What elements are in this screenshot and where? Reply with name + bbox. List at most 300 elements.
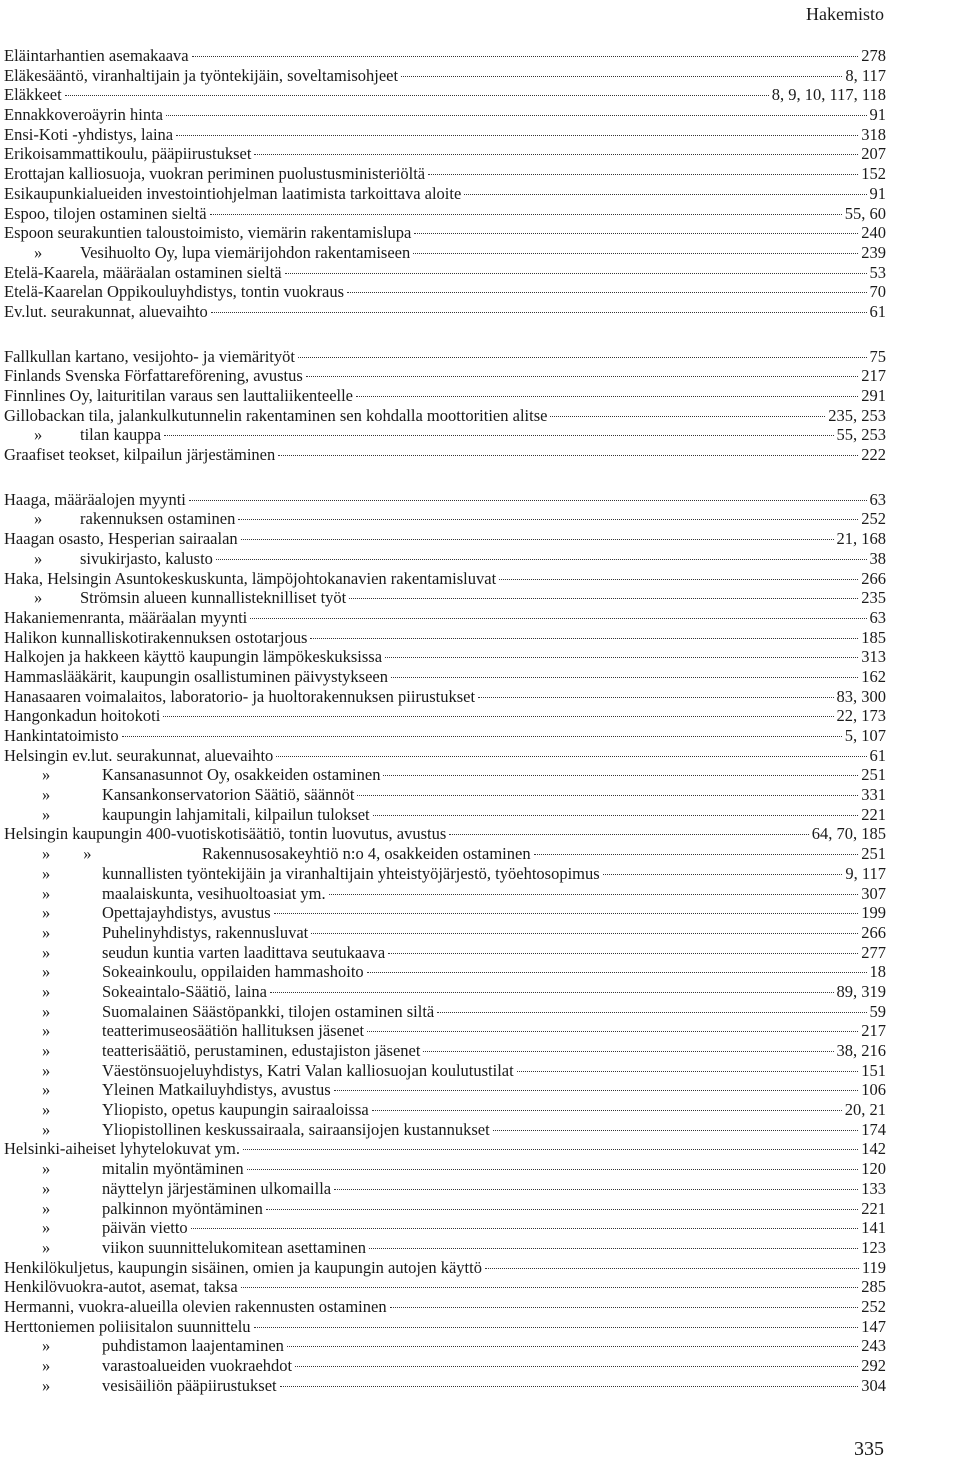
ditto-mark: » — [42, 804, 51, 824]
entry-pages: 63 — [869, 607, 886, 627]
ditto-mark: » — [42, 1356, 51, 1375]
index-entry — [4, 765, 886, 785]
dot-leader — [191, 1228, 859, 1229]
entry-pages: 91 — [869, 183, 886, 203]
ditto-mark: » » — [42, 844, 92, 864]
entry-pages: 318 — [861, 124, 886, 144]
index-entry — [4, 204, 886, 224]
entry-pages: 119 — [861, 1257, 886, 1277]
entry-term: Hangonkadun hoitokoti — [4, 706, 161, 726]
entry-term: Henkilövuokra-autot, asemat, taksa — [4, 1277, 238, 1297]
entry-term: Halikon kunnalliskotirakennuksen ostotarjous — [4, 627, 308, 647]
index-group — [4, 347, 886, 465]
entry-term: Ev.lut. seurakunnat, aluevaihto — [4, 301, 208, 321]
dot-leader — [347, 292, 866, 293]
entry-term: Yliopistollinen keskussairaala, sairaansijojen kustannukset — [102, 1119, 490, 1139]
entry-pages: 70 — [869, 282, 886, 302]
dot-leader — [413, 253, 858, 254]
entry-pages: 106 — [861, 1080, 886, 1100]
entry-pages: 199 — [861, 903, 886, 923]
dot-leader — [349, 598, 858, 599]
ditto-mark: » — [42, 903, 51, 923]
ditto-mark: » — [34, 588, 43, 608]
entry-term: Erikoisammattikoulu, pääpiirustukset — [4, 144, 252, 164]
entry-term: Henkilökuljetus, kaupungin sisäinen, omien ja kaupungin autojen käyttö — [4, 1257, 482, 1277]
ditto-mark: » — [42, 1198, 51, 1218]
index-group — [4, 46, 886, 322]
entry-pages: 120 — [861, 1159, 886, 1179]
dot-leader — [122, 736, 842, 737]
index-entry — [4, 1238, 886, 1258]
entry-term: Opettajayhdistys, avustus — [102, 903, 271, 923]
index-entry — [4, 588, 886, 608]
dot-leader — [329, 894, 859, 895]
dot-leader — [356, 396, 858, 397]
index-entry — [4, 1041, 886, 1061]
entry-pages: 217 — [861, 1021, 886, 1041]
entry-term: mitalin myöntäminen — [102, 1159, 244, 1179]
index-entry — [4, 1100, 886, 1120]
dot-leader — [334, 1189, 858, 1190]
entry-pages: 251 — [861, 765, 886, 785]
dot-leader — [372, 1110, 842, 1111]
page-number: 335 — [854, 1438, 884, 1460]
entry-term: Hakaniemenranta, määräalan myynti — [4, 607, 248, 627]
entry-pages: 243 — [861, 1336, 886, 1356]
entry-term: palkinnon myöntäminen — [102, 1198, 263, 1218]
entry-pages: 123 — [861, 1237, 886, 1257]
entry-pages: 240 — [861, 223, 886, 243]
dot-leader — [534, 854, 859, 855]
index-entry — [4, 164, 886, 184]
dot-leader — [478, 697, 833, 698]
index-entry — [4, 706, 886, 726]
index-entry — [4, 46, 886, 66]
dot-leader — [250, 618, 866, 619]
ditto-mark: » — [42, 1001, 51, 1021]
entry-pages: 22, 173 — [836, 706, 886, 726]
entry-term: puhdistamon laajentaminen — [102, 1336, 284, 1356]
index-entry — [4, 529, 886, 549]
entry-term: Ennakkoveroäyrin hinta — [4, 105, 163, 125]
index-entry — [4, 386, 886, 406]
entry-pages: 20, 21 — [844, 1100, 886, 1120]
ditto-mark: » — [42, 1080, 51, 1100]
entry-term: varastoalueiden vuokraehdot — [102, 1356, 293, 1375]
dot-leader — [241, 539, 834, 540]
dot-leader — [388, 953, 858, 954]
index-entry — [4, 647, 886, 667]
entry-pages: 38 — [869, 548, 886, 568]
index-entry — [4, 1277, 886, 1297]
dot-leader — [278, 455, 858, 456]
index-entry — [4, 903, 886, 923]
entry-pages: 252 — [861, 509, 886, 529]
index-entry — [4, 1080, 886, 1100]
dot-leader — [437, 1012, 866, 1013]
running-header: Hakemisto — [806, 4, 884, 24]
entry-term: Vesihuolto Oy, lupa viemärijohdon rakentamiseen — [80, 242, 411, 262]
entry-pages: 235 — [861, 588, 886, 608]
ditto-mark: » — [42, 962, 51, 982]
entry-pages: 285 — [861, 1277, 886, 1297]
index-entry — [4, 824, 886, 844]
entry-term: Väestönsuojeluyhdistys, Katri Valan kalliosuojan koulutustilat — [102, 1060, 514, 1080]
dot-leader — [216, 559, 867, 560]
entry-term: Hammaslääkärit, kaupungin osallistuminen päivystykseen — [4, 666, 389, 686]
entry-pages: 55, 60 — [844, 203, 886, 223]
entry-pages: 239 — [861, 242, 886, 262]
entry-term: Hankintatoimisto — [4, 726, 119, 745]
index-entry — [4, 746, 886, 766]
dot-leader — [464, 194, 866, 195]
entry-term: viikon suunnittelukomitean asettaminen — [102, 1237, 366, 1257]
entry-pages: 291 — [861, 386, 886, 405]
ditto-mark: » — [42, 1218, 51, 1238]
entry-pages: 152 — [861, 164, 886, 184]
entry-term: Sokeainkoulu, oppilaiden hammashoito — [102, 962, 364, 982]
entry-term: kaupungin lahjamitali, kilpailun tulokset — [102, 804, 370, 824]
entry-pages: 162 — [861, 666, 886, 686]
entry-pages: 75 — [869, 346, 886, 366]
ditto-mark: » — [42, 863, 51, 883]
index-entry — [4, 1297, 886, 1317]
entry-pages: 331 — [861, 785, 886, 805]
index-entry — [4, 425, 886, 445]
entry-term: Herttoniemen poliisitalon suunnittelu — [4, 1316, 251, 1336]
ditto-mark: » — [42, 1375, 51, 1395]
index-entry — [4, 1376, 886, 1396]
entry-term: Yliopisto, opetus kaupungin sairaaloissa — [102, 1100, 369, 1120]
ditto-mark: » — [42, 922, 51, 942]
dot-leader — [274, 913, 859, 914]
index-entry — [4, 1179, 886, 1199]
entry-pages: 38, 216 — [836, 1041, 886, 1060]
entry-term: teatterimuseosäätiön hallituksen jäsenet — [102, 1021, 365, 1041]
dot-leader — [550, 416, 825, 417]
dot-leader — [385, 657, 858, 658]
entry-pages: 141 — [861, 1218, 886, 1238]
index-entry — [4, 805, 886, 825]
index-entry — [4, 864, 886, 884]
entry-term: Kansankonservatorion Säätiö, säännöt — [102, 785, 355, 805]
entry-pages: 63 — [869, 489, 886, 509]
entry-pages: 9, 117 — [845, 863, 886, 883]
entry-pages: 266 — [861, 922, 886, 942]
ditto-mark: » — [42, 1021, 51, 1041]
index-entry — [4, 884, 886, 904]
entry-pages: 8, 117 — [845, 65, 886, 85]
index-entry — [4, 844, 886, 864]
entry-pages: 55, 253 — [836, 425, 886, 445]
entry-term: maalaiskunta, vesihuoltoasiat ym. — [102, 883, 326, 903]
ditto-mark: » — [42, 1159, 51, 1179]
index-entry — [4, 1317, 886, 1337]
index-entry — [4, 1061, 886, 1081]
index-entry — [4, 982, 886, 1002]
index-entry — [4, 105, 886, 125]
dot-leader — [428, 174, 858, 175]
dot-leader — [189, 500, 867, 501]
entry-pages: 64, 70, 185 — [811, 824, 886, 844]
dot-leader — [285, 273, 867, 274]
ditto-mark: » — [42, 765, 51, 785]
dot-leader — [298, 357, 867, 358]
entry-term: teatterisäätiö, perustaminen, edustajiston jäsenet — [102, 1041, 421, 1060]
entry-term: näyttelyn järjestäminen ulkomailla — [102, 1178, 332, 1198]
index-entry — [4, 1258, 886, 1278]
entry-pages: 313 — [861, 647, 886, 667]
entry-term: Etelä-Kaarelan Oppikouluyhdistys, tontin vuokraus — [4, 282, 345, 302]
dot-leader — [270, 992, 834, 993]
dot-leader — [449, 834, 808, 835]
entry-pages: 277 — [861, 942, 886, 962]
entry-term: Erottajan kalliosuoja, vuokran periminen puolustusministeriöltä — [4, 164, 426, 184]
entry-pages: 21, 168 — [836, 529, 886, 549]
index-entry — [4, 347, 886, 367]
dot-leader — [164, 435, 833, 436]
entry-pages: 83, 300 — [836, 686, 886, 706]
entry-term: Yleinen Matkailuyhdistys, avustus — [102, 1080, 331, 1100]
entry-term: Kansanasunnot Oy, osakkeiden ostaminen — [102, 765, 381, 785]
dot-leader — [367, 972, 867, 973]
entry-pages: 304 — [861, 1375, 886, 1395]
entry-term: Gillobackan tila, jalankulkutunnelin rakentaminen sen kohdalla moottoritien alitse — [4, 405, 548, 425]
entry-pages: 251 — [861, 844, 886, 864]
entry-pages: 292 — [861, 1356, 886, 1375]
entry-term: Halkojen ja hakkeen käyttö kaupungin lämpökeskuksissa — [4, 647, 383, 667]
entry-term: tilan kauppa — [80, 425, 162, 445]
dot-leader — [357, 795, 858, 796]
index-entry — [4, 223, 886, 243]
index-entry — [4, 569, 886, 589]
entry-pages: 174 — [861, 1119, 886, 1139]
dot-leader — [485, 1268, 859, 1269]
index-entry — [4, 1139, 886, 1159]
entry-pages: 278 — [861, 46, 886, 65]
entry-term: Graafiset teokset, kilpailun järjestäminen — [4, 445, 276, 465]
dot-leader — [166, 115, 867, 116]
entry-pages: 207 — [861, 144, 886, 164]
entry-pages: 252 — [861, 1296, 886, 1316]
entry-pages: 142 — [861, 1139, 886, 1159]
dot-leader — [310, 638, 858, 639]
entry-pages: 53 — [869, 262, 886, 282]
dot-leader — [210, 214, 842, 215]
entry-pages: 18 — [869, 962, 886, 982]
index-entry — [4, 1021, 886, 1041]
entry-term: Helsingin kaupungin 400-vuotiskotisäätiö, tontin luovutus, avustus — [4, 824, 447, 844]
entry-term: Puhelinyhdistys, rakennusluvat — [102, 922, 309, 942]
entry-term: sivukirjasto, kalusto — [80, 548, 213, 568]
entry-pages: 61 — [869, 301, 886, 321]
index-entry — [4, 490, 886, 510]
dot-leader — [603, 874, 843, 875]
ditto-mark: » — [42, 1336, 51, 1356]
ditto-mark: » — [42, 1060, 51, 1080]
entry-pages: 147 — [861, 1316, 886, 1336]
entry-term: seudun kuntia varten laadittava seutukaava — [102, 942, 386, 962]
index-entry — [4, 184, 886, 204]
index-entry — [4, 125, 886, 145]
entry-pages: 221 — [861, 804, 886, 824]
index-entry — [4, 445, 886, 465]
index-entry — [4, 1120, 886, 1140]
dot-leader — [306, 376, 858, 377]
dot-leader — [238, 519, 858, 520]
dot-leader — [247, 1169, 859, 1170]
ditto-mark: » — [34, 425, 43, 445]
index-entry — [4, 608, 886, 628]
dot-leader — [367, 1031, 858, 1032]
entry-term: rakennuksen ostaminen — [80, 509, 236, 529]
dot-leader — [334, 1090, 859, 1091]
ditto-mark: » — [42, 1100, 51, 1120]
dot-leader — [254, 1327, 859, 1328]
dot-leader — [280, 1386, 859, 1387]
entry-pages: 217 — [861, 366, 886, 386]
index-entry — [4, 302, 886, 322]
index-entry — [4, 263, 886, 283]
entry-term: Helsinki-aiheiset lyhytelokuvat ym. — [4, 1139, 240, 1159]
entry-term: Helsingin ev.lut. seurakunnat, aluevaihto — [4, 745, 274, 765]
index-entry — [4, 85, 886, 105]
dot-leader — [423, 1051, 833, 1052]
dot-leader — [65, 95, 769, 96]
entry-pages: 8, 9, 10, 117, 118 — [771, 85, 886, 105]
dot-leader — [517, 1071, 859, 1072]
ditto-mark: » — [42, 942, 51, 962]
dot-leader — [266, 1209, 858, 1210]
ditto-mark: » — [34, 242, 43, 262]
ditto-mark: » — [42, 785, 51, 805]
entry-pages: 5, 107 — [844, 726, 886, 745]
dot-leader — [192, 56, 859, 57]
ditto-mark: » — [42, 1119, 51, 1139]
ditto-mark: » — [34, 509, 43, 529]
dot-leader — [241, 1287, 859, 1288]
dot-leader — [493, 1130, 859, 1131]
index-entry — [4, 923, 886, 943]
dot-leader — [414, 233, 858, 234]
dot-leader — [401, 76, 842, 77]
index-entry — [4, 66, 886, 86]
index-entry — [4, 1002, 886, 1022]
index-entry — [4, 1336, 886, 1356]
dot-leader — [211, 312, 867, 313]
entry-term: Haaga, määräalojen myynti — [4, 489, 186, 509]
index-entry — [4, 667, 886, 687]
index-entry — [4, 1159, 886, 1179]
dot-leader — [287, 1346, 858, 1347]
dot-leader — [254, 154, 858, 155]
entry-term: Haka, Helsingin Asuntokeskuskunta, lämpöjohtokanavien rakentamisluvat — [4, 568, 497, 588]
index-entry — [4, 726, 886, 746]
ditto-mark: » — [42, 1237, 51, 1257]
entry-term: kunnallisten työntekijäin ja viranhaltijain yhteistyöjärjestö, työehtosopimus — [102, 863, 600, 883]
index-entry — [4, 785, 886, 805]
entry-pages: 266 — [861, 568, 886, 588]
entry-term: Espoon seurakuntien taloustoimisto, viemärin rakentamislupa — [4, 223, 412, 243]
dot-leader — [163, 716, 833, 717]
entry-term: päivän vietto — [102, 1218, 188, 1238]
index-entry — [4, 509, 886, 529]
entry-term: Eläkkeet — [4, 85, 62, 105]
entry-term: Finnlines Oy, laituritilan varaus sen lauttaliikenteelle — [4, 386, 354, 405]
dot-leader — [311, 933, 858, 934]
index-entry — [4, 366, 886, 386]
entry-pages: 61 — [869, 745, 886, 765]
index-group — [4, 490, 886, 1396]
index-entry — [4, 687, 886, 707]
index-entry — [4, 1218, 886, 1238]
entry-pages: 185 — [861, 627, 886, 647]
index-entry — [4, 1199, 886, 1219]
entry-term: Hanasaaren voimalaitos, laboratorio- ja huoltorakennuksen piirustukset — [4, 686, 476, 706]
entry-term: Haagan osasto, Hesperian sairaalan — [4, 529, 238, 549]
entry-pages: 133 — [861, 1178, 886, 1198]
entry-term: Esikaupunkialueiden investointiohjelman laatimista tarkoittava aloite — [4, 183, 462, 203]
entry-pages: 91 — [869, 105, 886, 125]
index-entry — [4, 406, 886, 426]
entry-pages: 222 — [861, 445, 886, 465]
entry-term: Eläkesääntö, viranhaltijain ja työntekijäin, soveltamisohjeet — [4, 65, 399, 85]
dot-leader — [369, 1248, 858, 1249]
index-entry — [4, 243, 886, 263]
ditto-mark: » — [34, 548, 43, 568]
entry-pages: 151 — [861, 1060, 886, 1080]
entry-term: Finlands Svenska Författareförening, avustus — [4, 366, 303, 386]
dot-leader — [373, 815, 859, 816]
entry-term: Rakennusosakeyhtiö n:o 4, osakkeiden ostaminen — [202, 844, 531, 864]
index-entry — [4, 943, 886, 963]
ditto-mark: » — [42, 981, 51, 1001]
dot-leader — [499, 579, 858, 580]
entry-term: vesisäiliön pääpiirustukset — [102, 1375, 277, 1395]
entry-pages: 59 — [869, 1001, 886, 1021]
index-entry — [4, 962, 886, 982]
entry-pages: 89, 319 — [836, 981, 886, 1001]
dot-leader — [383, 775, 858, 776]
entry-term: Strömsin alueen kunnallisteknilliset työt — [80, 588, 347, 608]
dot-leader — [176, 135, 858, 136]
entry-pages: 221 — [861, 1198, 886, 1218]
index-entry — [4, 282, 886, 302]
index-entry — [4, 1356, 886, 1376]
entry-term: Ensi-Koti -yhdistys, laina — [4, 124, 174, 144]
dot-leader — [243, 1149, 858, 1150]
entry-term: Espoo, tilojen ostaminen sieltä — [4, 203, 207, 223]
entry-pages: 307 — [861, 883, 886, 903]
dot-leader — [276, 756, 866, 757]
entry-term: Suomalainen Säästöpankki, tilojen ostaminen siltä — [102, 1001, 435, 1021]
dot-leader — [390, 1307, 859, 1308]
ditto-mark: » — [42, 1041, 51, 1060]
dot-leader — [295, 1366, 858, 1367]
entry-term: Etelä-Kaarela, määräalan ostaminen sieltä — [4, 262, 282, 282]
entry-term: Sokeaintalo-Säätiö, laina — [102, 981, 267, 1001]
entry-pages: 235, 253 — [828, 405, 886, 425]
ditto-mark: » — [42, 883, 51, 903]
index-entry — [4, 144, 886, 164]
index-list — [4, 46, 886, 1420]
dot-leader — [391, 677, 858, 678]
ditto-mark: » — [42, 1178, 51, 1198]
entry-term: Fallkullan kartano, vesijohto- ja viemärityöt — [4, 346, 295, 366]
index-entry — [4, 628, 886, 648]
index-entry — [4, 549, 886, 569]
entry-term: Eläintarhantien asemakaava — [4, 46, 189, 65]
